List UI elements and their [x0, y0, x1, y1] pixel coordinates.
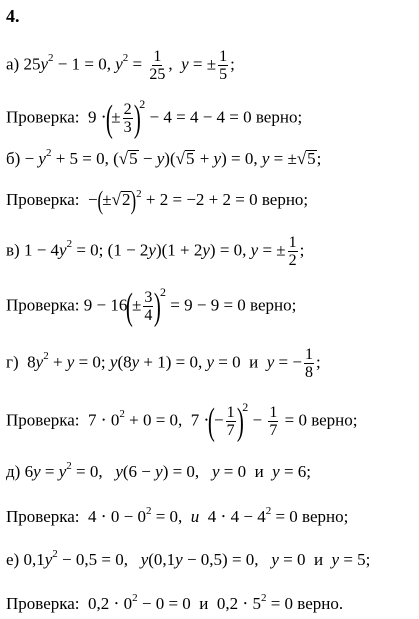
check-verdict: верно.: [297, 594, 344, 613]
item-d-label: г): [6, 352, 19, 372]
fraction: $\frac{1}{7}$: [269, 404, 278, 439]
item-c-check: Проверка: 9 − 16(± $\frac{3}{4}$ )$^2$ = 9 − 9 = 0 верно;: [6, 285, 297, 328]
item-b-check: Проверка: $-(\pm√2)^2 + 2 = -2 + 2 = 0$ верно;: [6, 186, 309, 216]
check-label: Проверка:: [6, 295, 80, 315]
item-d-check: Проверка: $7 \cdot 0^2 + 0 = 0$, 7 ⋅(− $\frac{1}{7}$ )$^2$ − $\frac{1}{7}$ = 0 верно;: [6, 400, 358, 443]
item-a-solution: а) $25y^2 - 1 = 0$, $y^2$ = $\frac{1}{25}$ , y = ± $\frac{1}{5}$ ;: [6, 48, 235, 83]
check-label: Проверка:: [6, 410, 80, 430]
item-f-solution: е) $0,1y^2 - 0,5 = 0$, y(0,1y − 0,5) = 0, y = 0 и y = 5;: [6, 548, 371, 569]
item-f-check: Проверка: $0,2 \cdot 0^2 - 0 = 0$ и $0,2 \cdot 5^2 = 0$ верно.: [6, 592, 344, 613]
check-label: Проверка:: [6, 190, 80, 209]
item-f-label: е): [6, 550, 20, 569]
item-e-check: Проверка: $4 \cdot 0 - 0^2 = 0$, и $4 \cdot 4 - 4^2 = 0$ верно;: [6, 505, 349, 526]
item-e-solution: д) $6y = y^2 = 0$, y(6 − y) = 0, y = 0 и y = 6;: [6, 460, 312, 481]
check-verdict: верно;: [261, 190, 309, 209]
fraction: $\frac{1}{5}$: [219, 48, 228, 83]
item-b-label: б): [6, 149, 21, 168]
item-a-check: Проверка: 9 ⋅(± $\frac{2}{3}$ )$^2$ − 4 = 4 − 4 = 0 верно;: [6, 97, 303, 140]
check-label: Проверка:: [6, 594, 80, 613]
problem-number: 4.: [6, 6, 20, 26]
fraction: $\frac{2}{3}$: [123, 101, 132, 136]
item-a-label: а): [6, 54, 20, 74]
check-verdict: верно;: [250, 295, 297, 315]
item-c-solution: в) $1 - 4y^2 = 0$; (1 − 2y)(1 + 2y) = 0, y = ± $\frac{1}{2}$ ;: [6, 234, 305, 269]
item-e-label: д): [6, 462, 21, 481]
item-b-solution: $б) - y^2 + 5 = 0$, (√5 − y)(√5 + y) = 0, y = ±√5;: [6, 147, 322, 168]
fraction: $\frac{1}{2}$: [288, 234, 297, 269]
check-verdict: верно;: [302, 507, 349, 526]
fraction: $\frac{3}{4}$: [144, 289, 153, 324]
item-c-label: в): [6, 240, 20, 260]
item-d-solution: г) $8y^2 + y = 0$; y(8y + 1) = 0, y = 0 и y = − $\frac{1}{8}$ ;: [6, 346, 321, 381]
fraction: $\frac{1}{25}$: [149, 48, 166, 83]
fraction: $\frac{1}{7}$: [226, 404, 235, 439]
check-label: Проверка:: [6, 107, 80, 127]
check-label: Проверка:: [6, 507, 80, 526]
check-verdict: верно;: [311, 410, 358, 430]
check-verdict: верно;: [255, 107, 303, 127]
fraction: $\frac{1}{8}$: [304, 346, 313, 381]
